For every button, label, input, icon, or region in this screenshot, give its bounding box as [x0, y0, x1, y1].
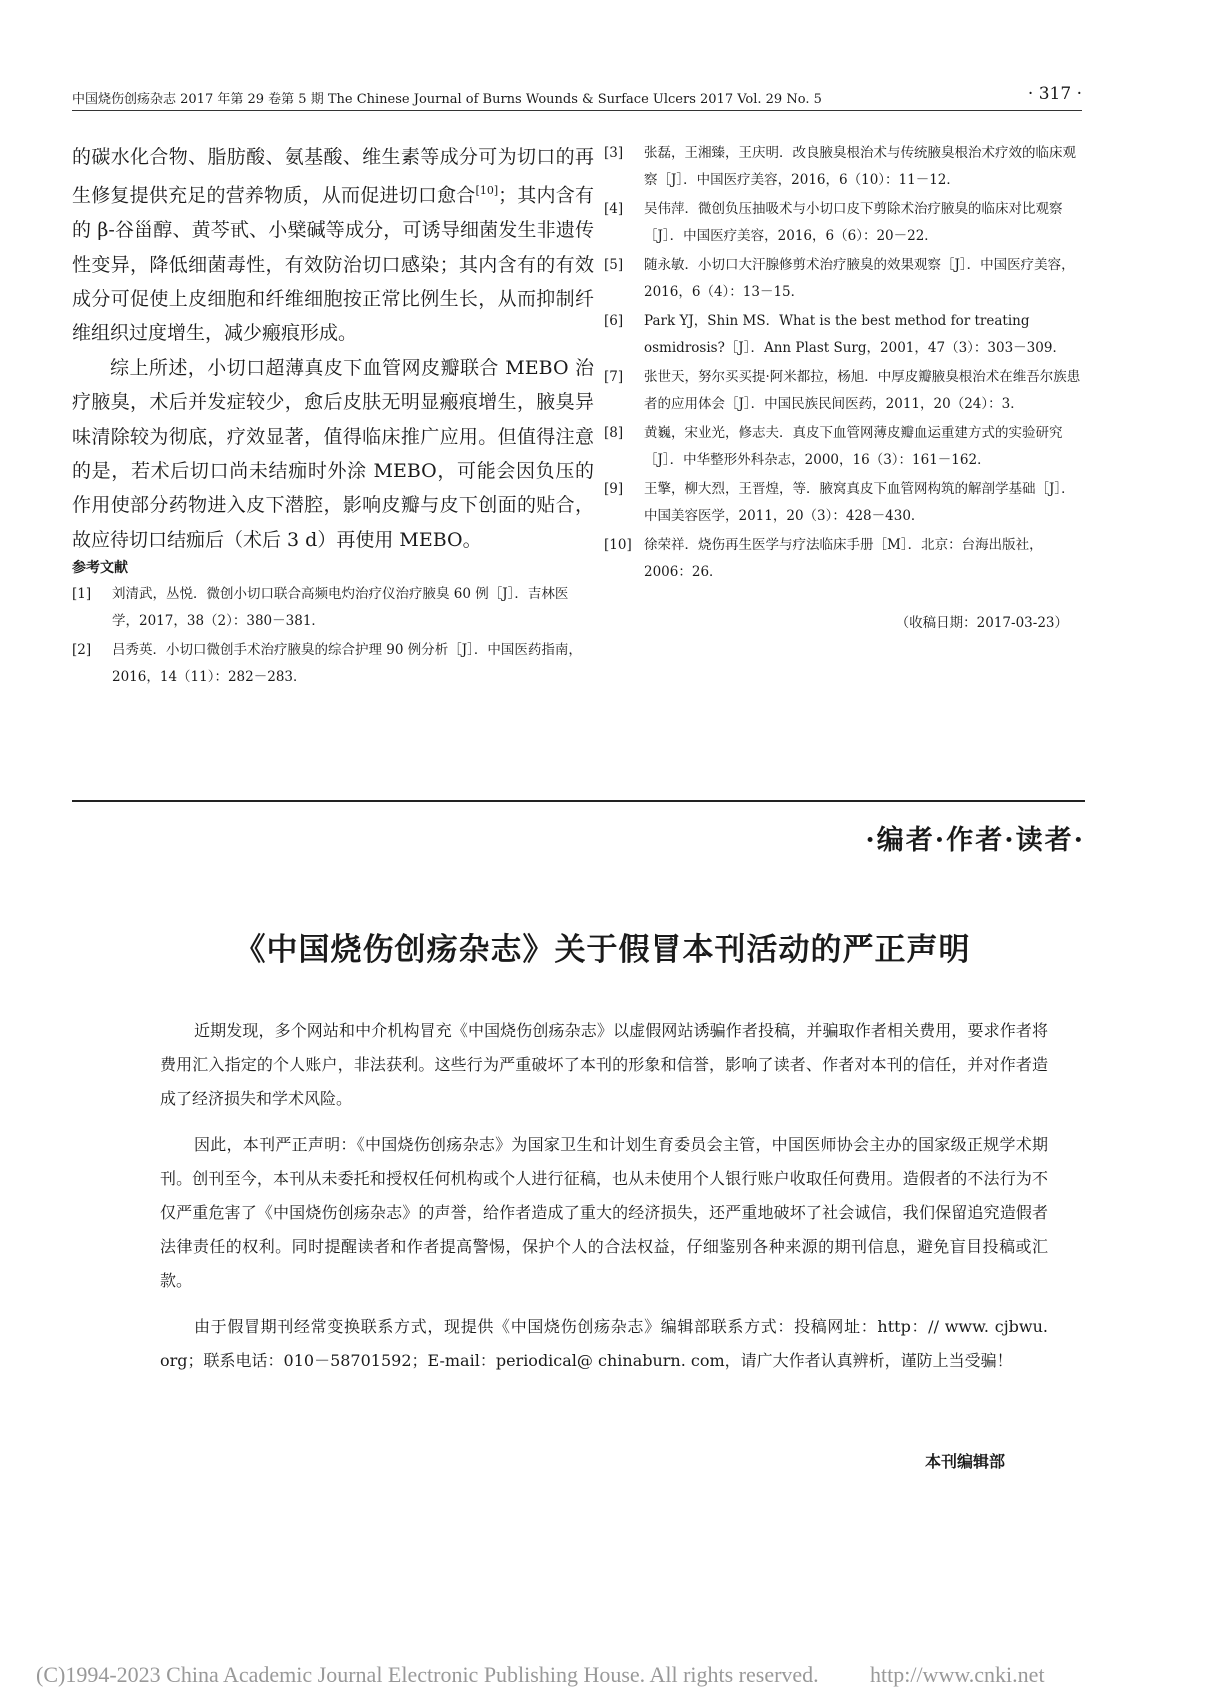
reference-item	[604, 364, 1086, 417]
reference-text: 刘清武，丛悦．微创小切口联合高频电灼治疗仪治疗腋臭 60 例［J］．吉林医学，2017，38（2）：380－381．	[112, 586, 569, 629]
reference-text: 吕秀英．小切口微创手术治疗腋臭的综合护理 90 例分析［J］．中国医药指南，2016，14（11）：282－283．	[112, 642, 582, 685]
reference-number: [10]	[604, 537, 632, 553]
reference-text: 王擎，柳大烈，王晋煌，等．腋窝真皮下血管网构筑的解剖学基础［J］．中国美容医学，2011，20（3）：428－430．	[644, 481, 1075, 524]
reference-item	[604, 252, 1086, 305]
right-column	[604, 140, 1086, 631]
reference-item	[604, 196, 1086, 249]
reference-number: [2]	[72, 642, 92, 659]
reference-text: 张世天，努尔买买提·阿米都拉，杨旭．中厚皮瓣腋臭根治术在维吾尔族患者的应用体会［J］．中国民族民间医药，2011，20（24）：3．	[644, 369, 1081, 412]
reference-number: [5]	[604, 257, 624, 273]
running-header	[72, 84, 1082, 108]
notice-paragraph-3: 由于假冒期刊经常变换联系方式，现提供《中国烧伤创疡杂志》编辑部联系方式：投稿网址：http：// www. cjbwu. org；联系电话：010－58701592；E-mail：periodical@ chinaburn. com，请广大作者认真辨析，谨防上当受骗！	[160, 1317, 1048, 1370]
reference-number: [8]	[604, 425, 624, 441]
header-rule	[72, 110, 1082, 111]
reference-text: 张磊，王湘臻，王庆明．改良腋臭根治术与传统腋臭根治术疗效的临床观察［J］．中国医疗美容，2016，6（10）：11－12．	[644, 145, 1076, 188]
reference-number: [1]	[72, 586, 92, 603]
reference-text: 随永敏．小切口大汗腺修剪术治疗腋臭的效果观察［J］．中国医疗美容，2016，6（4）：13－15．	[644, 257, 1075, 300]
body-paragraph-1: 的碳水化合物、脂肪酸、氨基酸、维生素等成分可为切口的再生修复提供充足的营养物质，从而促进切口愈合[10]；其内含有的 β-谷甾醇、黄芩甙、小檗碱等成分，可诱导细菌发生非遗传性变异，降低细菌毒性，有效防治切口感染；其内含有的有效成分可促使上皮细胞和纤维细胞按正常比例生长，从而抑制纤维组织过度增生，减少瘢痕形成。	[72, 146, 594, 345]
citation-marker[interactable]: [10]	[475, 184, 499, 198]
reference-item	[604, 308, 1086, 361]
notice-paragraph-2: 因此，本刊严正声明：《中国烧伤创疡杂志》为国家卫生和计划生育委员会主管，中国医师协会主办的国家级正规学术期刊。创刊至今，本刊从未委托和授权任何机构或个人进行征稿，也从未使用个人银行账户收取任何费用。造假者的不法行为不仅严重危害了《中国烧伤创疡杂志》的声誉，给作者造成了重大的经济损失，还严重地破坏了社会诚信，我们保留追究造假者法律责任的权利。同时提醒读者和作者提高警惕，保护个人的合法权益，仔细鉴别各种来源的期刊信息，避免盲目投稿或汇款。	[160, 1135, 1048, 1290]
journal-header-text: 中国烧伤创疡杂志 2017 年第 29 卷第 5 期 The Chinese Journal of Burns Wounds & Surface Ulcers 2017 Vol. 29 No. 5	[72, 92, 822, 107]
page-number: · 317 ·	[1027, 84, 1082, 104]
body-paragraph-2: 综上所述，小切口超薄真皮下血管网皮瓣联合 MEBO 治疗腋臭，术后并发症较少，愈后皮肤无明显瘢痕增生，腋臭异味清除较为彻底，疗效显著，值得临床推广应用。但值得注意的是，若术后切口尚未结痂时外涂 MEBO，可能会因负压的作用使部分药物进入皮下潜腔，影响皮瓣与皮下创面的贴合，故应待切口结痂后（术后 3 d）再使用 MEBO。	[72, 356, 594, 551]
reference-text: 徐荣祥．烧伤再生医学与疗法临床手册［M］．北京：台海出版社，2006：26．	[644, 537, 1043, 580]
section-divider	[72, 800, 1085, 802]
reference-item	[604, 420, 1086, 473]
reference-number: [4]	[604, 201, 624, 217]
notice-paragraph-1: 近期发现，多个网站和中介机构冒充《中国烧伤创疡杂志》以虚假网站诱骗作者投稿，并骗取作者相关费用，要求作者将费用汇入指定的个人账户，非法获利。这些行为严重破坏了本刊的形象和信誉，影响了读者、作者对本刊的信任，并对作者造成了经济损失和学术风险。	[160, 1021, 1048, 1108]
copyright-watermark: (C)1994-2023 China Academic Journal Electronic Publishing House. All rights reserved.	[36, 1662, 819, 1687]
reference-item	[604, 476, 1086, 529]
notice-title: 《中国烧伤创疡杂志》关于假冒本刊活动的严正声明	[234, 932, 971, 968]
notice-signature: 本刊编辑部	[924, 1452, 1005, 1471]
reference-number: [7]	[604, 369, 624, 385]
received-date: （收稿日期：2017-03-23）	[895, 615, 1068, 631]
reference-item	[604, 140, 1086, 193]
reference-item	[72, 581, 594, 634]
reference-number: [9]	[604, 481, 624, 497]
website-watermark[interactable]: http://www.cnki.net	[870, 1662, 1045, 1687]
notice-body	[160, 1014, 1048, 1390]
reference-item	[72, 637, 594, 690]
reference-text: Park YJ，Shin MS．What is the best method for treating osmidrosis?［J］．Ann Plast Surg，2001，47（3）：303－309．	[644, 313, 1066, 356]
references-heading: 参考文献	[72, 560, 128, 577]
reference-text: 吴伟萍．微创负压抽吸术与小切口皮下剪除术治疗腋臭的临床对比观察［J］．中国医疗美容，2016，6（6）：20－22．	[644, 201, 1063, 244]
reference-number: [3]	[604, 145, 624, 161]
left-column	[72, 140, 594, 693]
reference-number: [6]	[604, 313, 624, 329]
reference-text: 黄巍，宋业光，修志夫．真皮下血管网薄皮瓣血运重建方式的实验研究［J］．中华整形外科杂志，2000，16（3）：161－162．	[644, 425, 1063, 468]
reference-item	[604, 532, 1086, 585]
section-label: ·编者·作者·读者·	[865, 825, 1085, 856]
